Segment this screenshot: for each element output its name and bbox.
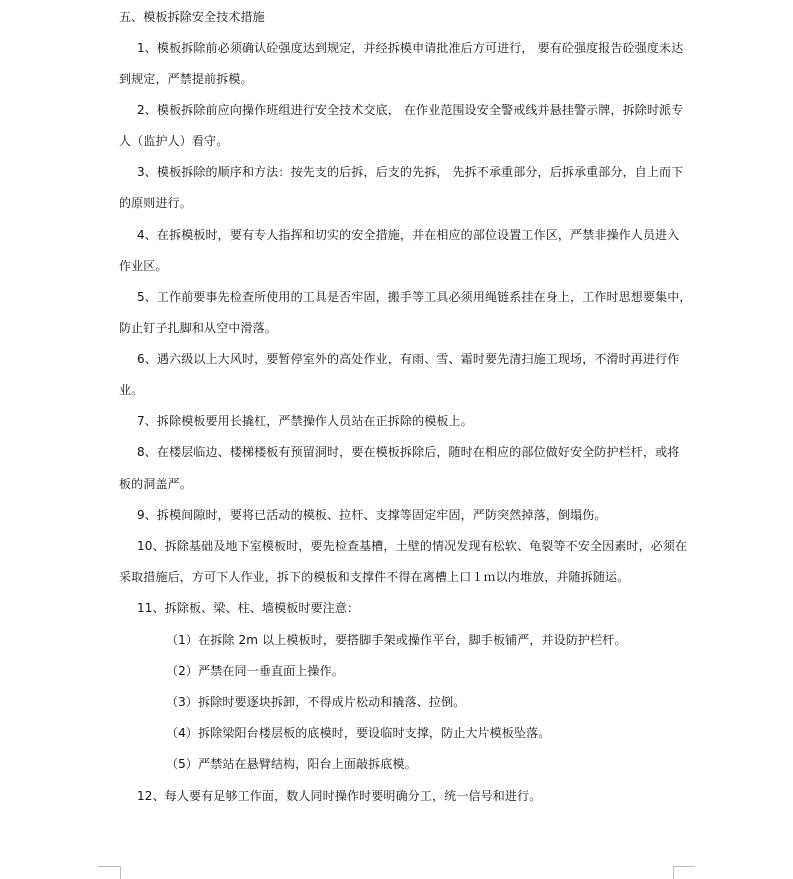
item-4-line-2: 作业区。: [119, 259, 168, 273]
item-12-line-1: 12、每人要有足够工作面，数人同时操作时要明确分工，统一信号和进行。: [137, 789, 542, 803]
crop-mark-right-top: [673, 866, 695, 867]
crop-mark-left-top: [98, 866, 120, 867]
item-4-line-1: 4、在拆模板时，要有专人指挥和切实的安全措施，并在相应的部位设置工作区，严禁非操作人员进入: [137, 228, 680, 242]
item-10-line-1: 10、拆除基础及地下室模板时，要先检查基槽，土壁的情况发现有松软、龟裂等不安全因素时，必须在: [137, 539, 688, 553]
item-6-line-2: 业。: [119, 383, 144, 397]
crop-mark-right: [673, 866, 696, 879]
subitem-4: （4）拆除梁阳台楼层板的底模时，要设临时支撑，防止大片模板坠落。: [166, 726, 551, 740]
item-2-line-2: 人（监护人）看守。: [119, 134, 229, 148]
item-10-line-2: 采取措施后，方可下人作业，拆下的模板和支撑件不得在离槽上口１ｍ以内堆放，并随拆随运。: [119, 570, 630, 584]
section-heading: 五、模板拆除安全技术措施: [119, 10, 265, 24]
item-6-line-1: 6、遇六级以上大风时，要暂停室外的高处作业，有雨、雪、霜时要先清扫施工现场，不滑时再进行作: [137, 352, 680, 366]
crop-mark-left: [98, 866, 121, 879]
subitem-2: （2）严禁在同一垂直面上操作。: [166, 664, 344, 678]
item-3-line-2: 的原则进行。: [119, 196, 192, 210]
item-1-line-2: 到规定，严禁提前拆模。: [119, 72, 253, 86]
subitem-3: （3）拆除时要逐块拆卸，不得成片松动和撬落、拉倒。: [166, 695, 466, 709]
item-5-line-2: 防止钉子扎脚和从空中滑落。: [119, 321, 277, 335]
item-8-line-2: 板的洞盖严。: [119, 477, 192, 491]
item-1-line-1: 1、模板拆除前必须确认砼强度达到规定，并经拆模申请批准后方可进行， 要有砼强度报告砼强度未达: [137, 41, 684, 55]
item-11-line-1: 11、拆除板、梁、柱、墙模板时要注意：: [137, 601, 360, 615]
item-5-line-1: 5、工作前要事先检查所使用的工具是否牢固，搬手等工具必须用绳链系挂在身上，工作时思想要集中，: [137, 290, 692, 304]
subitem-5: （5）严禁站在悬臂结构，阳台上面敲拆底模。: [166, 757, 417, 771]
subitem-1: （1）在拆除 2m 以上模板时，要搭脚手架或操作平台，脚手板铺严，并设防护栏杆。: [166, 633, 627, 647]
item-2-line-1: 2、模板拆除前应向操作班组进行安全技术交底， 在作业范围设安全警戒线并悬挂警示牌，拆除时派专: [137, 103, 684, 117]
item-8-line-1: 8、在楼层临边、楼梯楼板有预留洞时，要在模板拆除后，随时在相应的部位做好安全防护栏杆，或将: [137, 445, 680, 459]
item-9-line-1: 9、拆模间隙时，要将已活动的模板、拉杆、支撑等固定牢固，严防突然掉落，倒塌伤。: [137, 508, 607, 522]
item-7-line-1: 7、拆除模板要用长撬杠，严禁操作人员站在正拆除的模板上。: [137, 414, 473, 428]
item-3-line-1: 3、模板拆除的顺序和方法：按先支的后拆，后支的先拆， 先拆不承重部分，后拆承重部分，自上而下: [137, 165, 684, 179]
